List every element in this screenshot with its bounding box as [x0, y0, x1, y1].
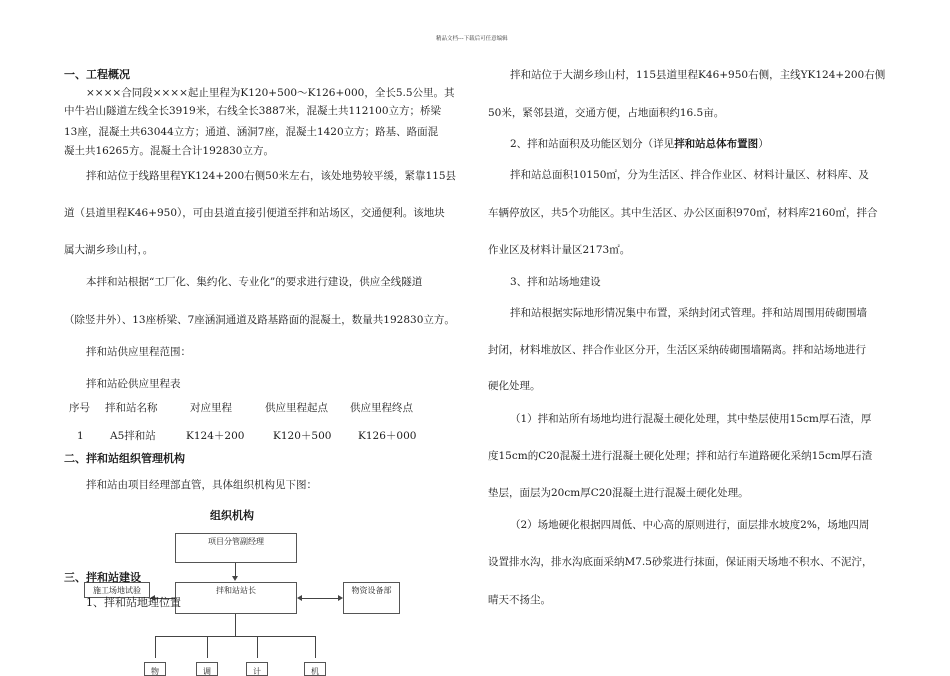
r-p5-line-2: 设置排水沟，排水沟底面采纳M7.5砂浆进行抹面，保证雨天场地不积水、不泥泞，	[488, 556, 873, 568]
table-cell-mileage: K124＋200	[186, 430, 245, 442]
header-watermark: 精品文档---下载后可任意编辑	[436, 36, 508, 42]
arrow-down-icon	[232, 576, 238, 581]
r-p1-line-2: 50米，紧邻县道，交通方便，占地面积约16.5亩。	[488, 107, 725, 119]
org-connector-child-2	[207, 636, 208, 658]
subsection-3-heading: 3、拌和站场地建设	[510, 276, 601, 288]
table-cell-index: 1	[77, 430, 84, 442]
p2-line-3: 属大湖乡珍山村，。	[64, 244, 154, 256]
org-box-right: 物资设备部	[343, 582, 400, 614]
r-p4-line-3: 垫层，面层为20cm厚C20混凝土进行混凝土硬化处理。	[488, 487, 749, 499]
p3-line-1: 本拌和站根据“工厂化、集约化、专业化”的要求进行建设，供应全线隧道	[86, 276, 423, 288]
subsection-2-suffix: ）	[758, 138, 769, 150]
org-connector-top	[235, 563, 236, 577]
arrow-left-icon	[297, 595, 302, 601]
org-connector-child-1	[155, 636, 156, 658]
p5-text: 拌和站由项目经理部直管，具体组织机构见下图：	[86, 479, 317, 491]
p1-line-2: 中牛岩山隧道左线全长3919米，右线全长3887米，混凝土共112100立方；桥梁	[64, 105, 442, 117]
p1-line-4: 凝土共16265方。混凝土合计192830立方。	[64, 145, 274, 157]
table-cell-start: K120＋500	[273, 430, 332, 442]
table-cell-name: A5拌和站	[110, 430, 156, 442]
r-p4-line-2: 度15cm的C20混凝土进行混凝土硬化处理；拌和站行车道路硬化采纳15cm厚石渣	[488, 450, 873, 462]
r-p3-line-2: 封闭，材料堆放区、拌合作业区分开，生活区采纳砖砌围墙隔离。拌和站场地进行	[488, 344, 866, 356]
org-box-top: 项目分管副经理	[175, 533, 297, 563]
r-p2-line-1: 拌和站总面积10150㎡，分为生活区、拌合作业区、材料计量区、材料库、及	[510, 169, 869, 181]
org-connector-child-4	[315, 636, 316, 658]
table-header-name: 拌和站名称	[105, 402, 158, 414]
p2-line-1: 拌和站位于线路里程YK124+200右侧50米左右，该处地势较平缓，紧靠115县	[86, 170, 457, 182]
table-header-start: 供应里程起点	[265, 402, 328, 414]
subsection-2-heading	[510, 137, 769, 151]
p1-line-3: 13座，混凝土共63044立方；通道、涵洞7座，混凝土1420立方；路基、路面混	[64, 126, 439, 138]
table-header-end: 供应里程终点	[350, 402, 413, 414]
section-1-heading: 一、工程概况	[64, 68, 130, 81]
subsection-1-heading: 1、拌和站地理位置	[86, 596, 181, 609]
table-cell-end: K126＋000	[358, 430, 417, 442]
section-3-heading: 三、拌和站建设	[64, 571, 141, 584]
p1-line-1: ××××合同段××××起止里程为K120+500～K126+000，全长5.5公里。其	[86, 87, 455, 99]
layout-plan-reference: 拌和站总体布置图	[674, 138, 759, 150]
org-child-box-2: 调	[196, 662, 218, 676]
section-2-heading: 二、拌和站组织管理机构	[64, 452, 185, 465]
r-p3-line-3: 硬化处理。	[488, 380, 541, 392]
r-p1-line-1: 拌和站位于大湖乡珍山村，115县道里程K46+950右侧，主线YK124+200右侧	[510, 69, 886, 81]
org-connector-bottom	[235, 614, 236, 636]
org-box-left: 施工场地试验	[84, 582, 150, 598]
org-connector-horizontal	[155, 636, 316, 637]
org-chart-title: 组织机构	[210, 509, 254, 522]
org-connector-right	[302, 598, 338, 599]
p2-line-2: 道（县道里程K46+950），可由县道直接引便道至拌和站场区，交通便利。该地块	[64, 207, 445, 219]
org-child-box-3: 计	[246, 662, 268, 676]
table-title: 拌和站砼供应里程表	[86, 378, 181, 390]
r-p5-line-1: （2）场地硬化根据四周低、中心高的原则进行，面层排水坡度2%，场地四周	[510, 519, 870, 531]
arrow-right-icon	[338, 595, 343, 601]
r-p2-line-2: 车辆停放区，共5个功能区。其中生活区、办公区面积970㎡，材料库2160㎡，拌合	[488, 207, 878, 219]
p4-text: 拌和站供应里程范围：	[86, 346, 191, 358]
org-child-box-1: 物	[144, 662, 166, 676]
subsection-2-prefix: 2、拌和站面积及功能区划分（详见	[510, 138, 675, 150]
table-header-index: 序号	[69, 402, 90, 414]
org-connector-child-3	[257, 636, 258, 658]
r-p3-line-1: 拌和站根据实际地形情况集中布置，采纳封闭式管理。拌和站周围用砖砌围墙	[510, 307, 867, 319]
r-p2-line-3: 作业区及材料计量区2173㎡。	[488, 244, 631, 256]
table-header-mileage: 对应里程	[190, 402, 232, 414]
org-box-middle: 拌和站站长	[175, 582, 297, 614]
r-p4-line-1: （1）拌和站所有场地均进行混凝土硬化处理，其中垫层使用15cm厚石渣，厚	[510, 413, 872, 425]
org-child-box-4: 机	[304, 662, 326, 676]
p3-line-2: （除竖井外）、13座桥梁、7座涵洞通道及路基路面的混凝土，数量共192830立方。	[64, 314, 455, 326]
r-p5-line-3: 晴天不扬尘。	[488, 594, 551, 606]
